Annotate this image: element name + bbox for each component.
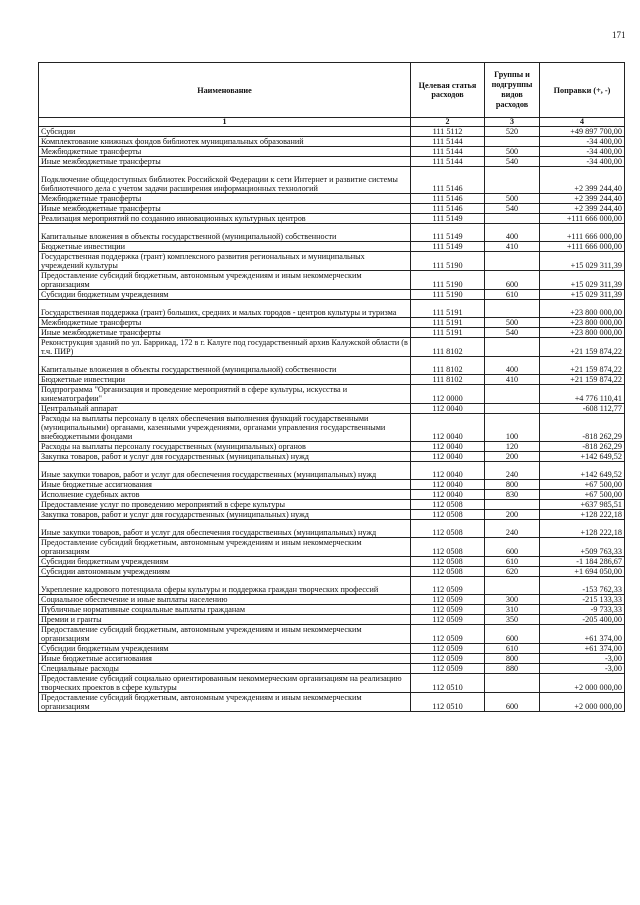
- row-expense-group: 600: [485, 538, 540, 557]
- row-target-code: 111 5190: [411, 290, 485, 300]
- row-target-code: 112 0509: [411, 595, 485, 605]
- row-target-code: 112 0040: [411, 480, 485, 490]
- header-name: Наименование: [39, 63, 411, 118]
- row-expense-group: 830: [485, 490, 540, 500]
- row-name: Публичные нормативные социальные выплаты гражданам: [39, 605, 411, 615]
- row-target-code: 112 0509: [411, 615, 485, 625]
- table-row: [39, 557, 625, 567]
- row-name: Межбюджетные трансферты: [39, 194, 411, 204]
- row-name: Государственная поддержка (грант) больших, средних и малых городов - центров культуры и туризма: [39, 300, 411, 318]
- row-amount: +111 666 000,00: [540, 242, 625, 252]
- row-expense-group: 610: [485, 644, 540, 654]
- row-name: Предоставление субсидий бюджетным, автономным учреждениям и иным некоммерческим организациям: [39, 538, 411, 557]
- row-amount: +111 666 000,00: [540, 214, 625, 224]
- budget-amendments-table: [38, 62, 625, 712]
- row-target-code: 112 0040: [411, 414, 485, 442]
- row-expense-group: 120: [485, 442, 540, 452]
- row-name: Реконструкция зданий по ул. Баррикад, 172 в г. Калуге под государственный архив Калужской области (в т.ч. ПИР): [39, 338, 411, 357]
- row-name: Иные межбюджетные трансферты: [39, 157, 411, 167]
- table-row: [39, 290, 625, 300]
- row-amount: -34 400,00: [540, 147, 625, 157]
- row-target-code: 111 5144: [411, 137, 485, 147]
- row-expense-group: 300: [485, 595, 540, 605]
- table-row: [39, 157, 625, 167]
- row-expense-group: 800: [485, 654, 540, 664]
- row-expense-group: 600: [485, 693, 540, 712]
- row-target-code: 111 5144: [411, 157, 485, 167]
- row-target-code: 112 0508: [411, 520, 485, 538]
- row-amount: +128 222,18: [540, 510, 625, 520]
- table-row: [39, 375, 625, 385]
- row-name: Подпрограмма "Организация и проведение мероприятий в сфере культуры, искусства и кинематографии": [39, 385, 411, 404]
- table-row: [39, 127, 625, 137]
- row-amount: -608 112,77: [540, 404, 625, 414]
- row-target-code: 111 5149: [411, 224, 485, 242]
- row-name: Предоставление услуг по проведению мероприятий в сфере культуры: [39, 500, 411, 510]
- column-number: 1: [39, 118, 411, 127]
- row-amount: +49 897 700,00: [540, 127, 625, 137]
- row-amount: -9 733,33: [540, 605, 625, 615]
- row-target-code: 112 0509: [411, 577, 485, 595]
- row-target-code: 112 0040: [411, 452, 485, 462]
- row-name: Расходы на выплаты персоналу государственных (муниципальных) органов: [39, 442, 411, 452]
- row-name: Субсидии бюджетным учреждениям: [39, 290, 411, 300]
- row-name: Иные межбюджетные трансферты: [39, 204, 411, 214]
- row-amount: +2 000 000,00: [540, 693, 625, 712]
- header-row: [39, 63, 625, 118]
- row-target-code: 112 0508: [411, 500, 485, 510]
- row-target-code: 112 0000: [411, 385, 485, 404]
- table-row: [39, 167, 625, 194]
- row-target-code: 111 5144: [411, 147, 485, 157]
- table-row: [39, 674, 625, 693]
- row-name: Укрепление кадрового потенциала сферы культуры и поддержка граждан творческих профессий: [39, 577, 411, 595]
- row-name: Расходы на выплаты персоналу в целях обеспечения выполнения функций государственными (муниципальными) органами, казенными учреждениями, органами управления государственными внебюджетными фондами: [39, 414, 411, 442]
- row-amount: +23 800 000,00: [540, 300, 625, 318]
- row-name: Капитальные вложения в объекты государственной (муниципальной) собственности: [39, 224, 411, 242]
- row-name: Бюджетные инвестиции: [39, 242, 411, 252]
- row-target-code: 111 5146: [411, 194, 485, 204]
- row-amount: -205 400,00: [540, 615, 625, 625]
- row-name: Межбюджетные трансферты: [39, 318, 411, 328]
- row-amount: +23 800 000,00: [540, 328, 625, 338]
- row-expense-group: 100: [485, 414, 540, 442]
- table-row: [39, 318, 625, 328]
- table-row: [39, 328, 625, 338]
- table-header: [39, 63, 625, 127]
- row-name: Закупка товаров, работ и услуг для государственных (муниципальных) нужд: [39, 510, 411, 520]
- row-expense-group: [485, 404, 540, 414]
- row-expense-group: [485, 300, 540, 318]
- row-amount: +2 000 000,00: [540, 674, 625, 693]
- row-expense-group: 500: [485, 318, 540, 328]
- row-target-code: 112 0040: [411, 442, 485, 452]
- table-row: [39, 385, 625, 404]
- row-name: Субсидии бюджетным учреждениям: [39, 557, 411, 567]
- header-group: Группы и подгруппы видов расходов: [485, 63, 540, 118]
- row-expense-group: 600: [485, 625, 540, 644]
- row-amount: +111 666 000,00: [540, 224, 625, 242]
- row-expense-group: 540: [485, 157, 540, 167]
- table-row: [39, 194, 625, 204]
- row-expense-group: [485, 577, 540, 595]
- row-target-code: 111 8102: [411, 338, 485, 357]
- row-amount: +15 029 311,39: [540, 290, 625, 300]
- row-amount: +67 500,00: [540, 480, 625, 490]
- row-name: Предоставление субсидий бюджетным, автономным учреждениям и иным некоммерческим организациям: [39, 625, 411, 644]
- table-row: [39, 300, 625, 318]
- row-name: Социальное обеспечение и иные выплаты населению: [39, 595, 411, 605]
- row-expense-group: 880: [485, 664, 540, 674]
- table-row: [39, 595, 625, 605]
- table-row: [39, 414, 625, 442]
- table-row: [39, 644, 625, 654]
- table-row: [39, 271, 625, 290]
- table-row: [39, 404, 625, 414]
- row-target-code: 112 0510: [411, 674, 485, 693]
- row-amount: +509 763,33: [540, 538, 625, 557]
- row-amount: -818 262,29: [540, 414, 625, 442]
- row-expense-group: [485, 338, 540, 357]
- row-target-code: 112 0508: [411, 510, 485, 520]
- table-row: [39, 452, 625, 462]
- row-name: Иные закупки товаров, работ и услуг для обеспечения государственных (муниципальных) нужд: [39, 520, 411, 538]
- row-name: Центральный аппарат: [39, 404, 411, 414]
- row-amount: -818 262,29: [540, 442, 625, 452]
- table-row: [39, 214, 625, 224]
- row-target-code: 112 0509: [411, 664, 485, 674]
- row-amount: +15 029 311,39: [540, 271, 625, 290]
- row-target-code: 111 5191: [411, 328, 485, 338]
- row-amount: +2 399 244,40: [540, 194, 625, 204]
- row-amount: +637 985,51: [540, 500, 625, 510]
- row-amount: +21 159 874,22: [540, 357, 625, 375]
- row-expense-group: 310: [485, 605, 540, 615]
- row-expense-group: 610: [485, 290, 540, 300]
- row-target-code: 112 0509: [411, 605, 485, 615]
- table-row: [39, 538, 625, 557]
- row-name: Капитальные вложения в объекты государственной (муниципальной) собственности: [39, 357, 411, 375]
- row-expense-group: 500: [485, 147, 540, 157]
- row-expense-group: 400: [485, 224, 540, 242]
- row-name: Предоставление субсидий бюджетным, автономным учреждениям и иным некоммерческим организациям: [39, 693, 411, 712]
- row-name: Комплектование книжных фондов библиотек муниципальных образований: [39, 137, 411, 147]
- row-target-code: 111 5146: [411, 204, 485, 214]
- row-expense-group: [485, 137, 540, 147]
- page-number: 171: [612, 30, 626, 40]
- row-target-code: 112 0508: [411, 538, 485, 557]
- row-target-code: 112 0040: [411, 490, 485, 500]
- row-name: Субсидии: [39, 127, 411, 137]
- row-target-code: 111 5149: [411, 242, 485, 252]
- row-name: Государственная поддержка (грант) комплексного развития региональных и муниципальных учреждений культуры: [39, 252, 411, 271]
- table-row: [39, 137, 625, 147]
- row-expense-group: 600: [485, 271, 540, 290]
- row-name: Иные бюджетные ассигнования: [39, 654, 411, 664]
- row-amount: -3,00: [540, 654, 625, 664]
- column-number: 3: [485, 118, 540, 127]
- table-row: [39, 490, 625, 500]
- row-amount: +2 399 244,40: [540, 167, 625, 194]
- row-amount: +21 159 874,22: [540, 375, 625, 385]
- table-row: [39, 442, 625, 452]
- row-target-code: 112 0509: [411, 654, 485, 664]
- row-target-code: 111 5149: [411, 214, 485, 224]
- row-name: Подключение общедоступных библиотек Российской Федерации к сети Интернет и развитие системы библиотечного дела с учетом задачи расширения информационных технологий: [39, 167, 411, 194]
- row-name: Реализация мероприятий по созданию инновационных культурных центров: [39, 214, 411, 224]
- header-amount: Поправки (+, -): [540, 63, 625, 118]
- row-name: Бюджетные инвестиции: [39, 375, 411, 385]
- column-number-row: [39, 118, 625, 127]
- row-expense-group: [485, 385, 540, 404]
- row-expense-group: [485, 214, 540, 224]
- row-name: Специальные расходы: [39, 664, 411, 674]
- row-expense-group: 410: [485, 375, 540, 385]
- row-target-code: 111 5190: [411, 252, 485, 271]
- table-row: [39, 567, 625, 577]
- row-amount: +61 374,00: [540, 644, 625, 654]
- row-amount: +4 776 110,41: [540, 385, 625, 404]
- row-name: Предоставление субсидий бюджетным, автономным учреждениям и иным некоммерческим организациям: [39, 271, 411, 290]
- row-expense-group: 240: [485, 462, 540, 480]
- row-expense-group: 500: [485, 194, 540, 204]
- row-expense-group: 800: [485, 480, 540, 490]
- row-expense-group: [485, 674, 540, 693]
- row-expense-group: 410: [485, 242, 540, 252]
- row-target-code: 111 5191: [411, 300, 485, 318]
- row-target-code: 111 5112: [411, 127, 485, 137]
- table-row: [39, 204, 625, 214]
- row-target-code: 112 0509: [411, 644, 485, 654]
- row-name: Предоставление субсидий социально ориентированным некоммерческим организациям на реализацию творческих проектов в сфере культуры: [39, 674, 411, 693]
- column-number: 4: [540, 118, 625, 127]
- table-row: [39, 500, 625, 510]
- row-expense-group: [485, 500, 540, 510]
- row-expense-group: 240: [485, 520, 540, 538]
- row-amount: -153 762,33: [540, 577, 625, 595]
- row-target-code: 112 0508: [411, 567, 485, 577]
- row-amount: +23 800 000,00: [540, 318, 625, 328]
- row-amount: +67 500,00: [540, 490, 625, 500]
- table-row: [39, 664, 625, 674]
- row-amount: +1 694 050,00: [540, 567, 625, 577]
- row-expense-group: [485, 167, 540, 194]
- row-name: Субсидии бюджетным учреждениям: [39, 644, 411, 654]
- row-expense-group: 540: [485, 328, 540, 338]
- row-expense-group: 200: [485, 510, 540, 520]
- row-amount: -1 184 286,67: [540, 557, 625, 567]
- row-expense-group: 610: [485, 557, 540, 567]
- row-name: Иные закупки товаров, работ и услуг для обеспечения государственных (муниципальных) нужд: [39, 462, 411, 480]
- table-row: [39, 615, 625, 625]
- row-amount: +142 649,52: [540, 462, 625, 480]
- row-target-code: 112 0509: [411, 625, 485, 644]
- row-expense-group: 620: [485, 567, 540, 577]
- row-expense-group: 520: [485, 127, 540, 137]
- row-amount: +61 374,00: [540, 625, 625, 644]
- row-target-code: 112 0040: [411, 404, 485, 414]
- table-row: [39, 510, 625, 520]
- row-amount: -215 133,33: [540, 595, 625, 605]
- row-amount: +15 029 311,39: [540, 252, 625, 271]
- row-name: Межбюджетные трансферты: [39, 147, 411, 157]
- table-row: [39, 357, 625, 375]
- table-row: [39, 462, 625, 480]
- row-amount: -34 400,00: [540, 157, 625, 167]
- header-code: Целевая статья расходов: [411, 63, 485, 118]
- table-row: [39, 520, 625, 538]
- row-amount: +21 159 874,22: [540, 338, 625, 357]
- row-expense-group: 200: [485, 452, 540, 462]
- table-row: [39, 654, 625, 664]
- table-row: [39, 577, 625, 595]
- row-name: Закупка товаров, работ и услуг для государственных (муниципальных) нужд: [39, 452, 411, 462]
- row-name: Иные межбюджетные трансферты: [39, 328, 411, 338]
- row-amount: -3,00: [540, 664, 625, 674]
- table-row: [39, 605, 625, 615]
- row-amount: -34 400,00: [540, 137, 625, 147]
- table-row: [39, 338, 625, 357]
- row-amount: +142 649,52: [540, 452, 625, 462]
- table-row: [39, 147, 625, 157]
- row-target-code: 111 5190: [411, 271, 485, 290]
- row-expense-group: 540: [485, 204, 540, 214]
- row-expense-group: 400: [485, 357, 540, 375]
- row-target-code: 112 0040: [411, 462, 485, 480]
- row-amount: +128 222,18: [540, 520, 625, 538]
- row-expense-group: [485, 252, 540, 271]
- row-name: Исполнение судебных актов: [39, 490, 411, 500]
- row-target-code: 111 8102: [411, 357, 485, 375]
- row-expense-group: 350: [485, 615, 540, 625]
- table-row: [39, 693, 625, 712]
- row-target-code: 112 0508: [411, 557, 485, 567]
- table-row: [39, 625, 625, 644]
- table-row: [39, 480, 625, 490]
- table-row: [39, 224, 625, 242]
- row-name: Иные бюджетные ассигнования: [39, 480, 411, 490]
- row-target-code: 111 8102: [411, 375, 485, 385]
- row-target-code: 111 5146: [411, 167, 485, 194]
- table-row: [39, 242, 625, 252]
- row-name: Премии и гранты: [39, 615, 411, 625]
- row-target-code: 112 0510: [411, 693, 485, 712]
- row-target-code: 111 5191: [411, 318, 485, 328]
- table-body: [39, 127, 625, 712]
- row-name: Субсидии автономным учреждениям: [39, 567, 411, 577]
- row-amount: +2 399 244,40: [540, 204, 625, 214]
- table-row: [39, 252, 625, 271]
- column-number: 2: [411, 118, 485, 127]
